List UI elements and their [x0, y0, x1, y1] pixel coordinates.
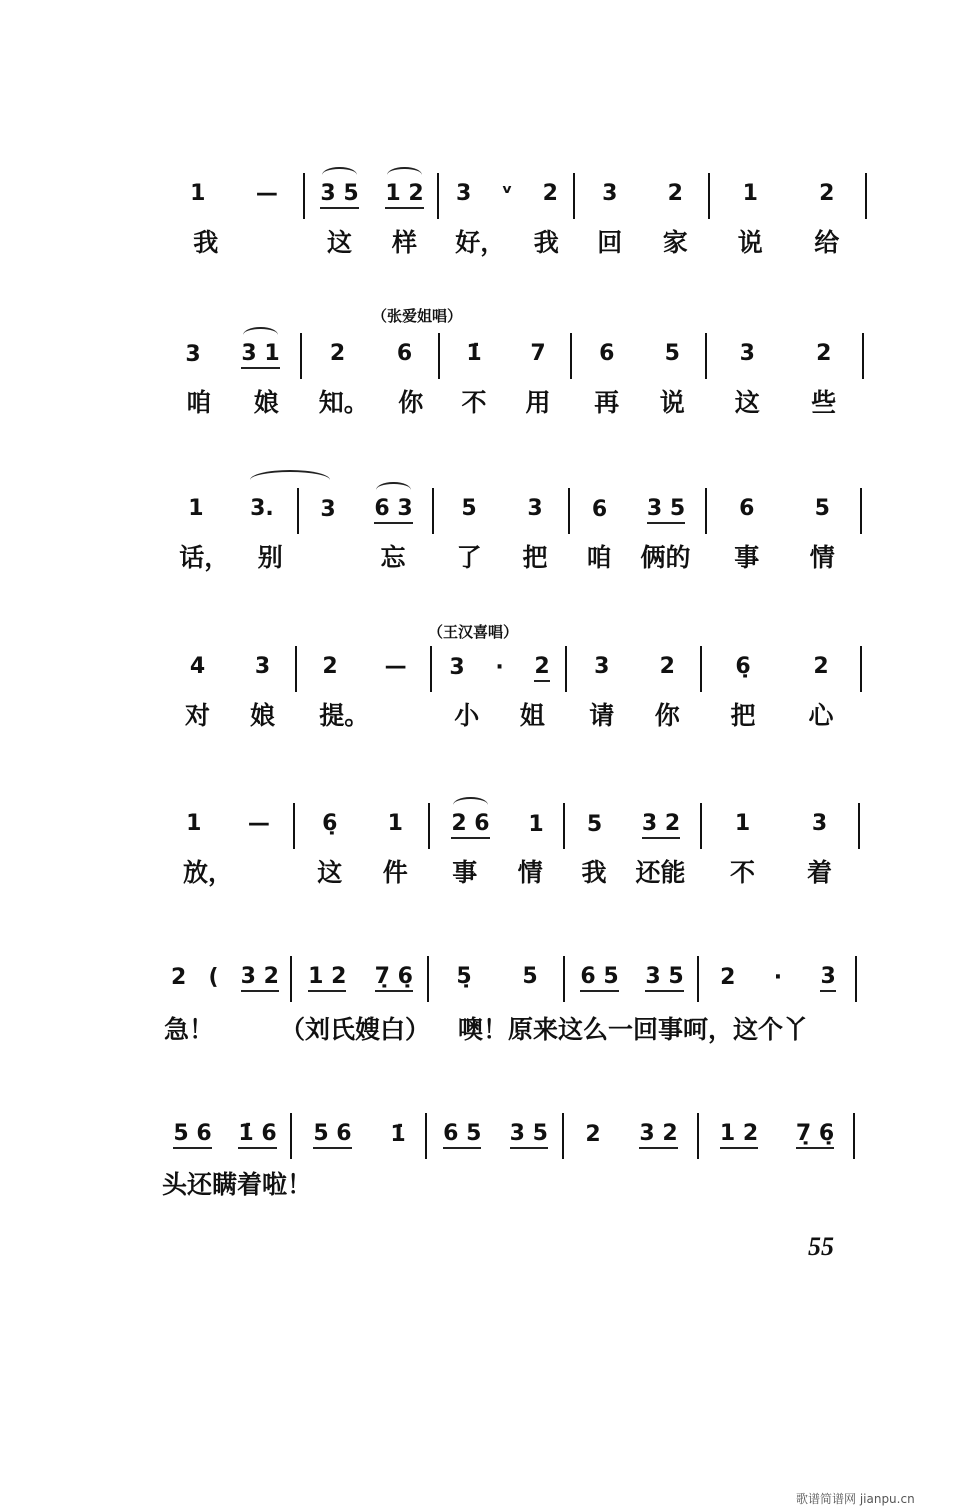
lyrics: [567, 853, 700, 889]
barline: [708, 173, 710, 219]
lyrics: [436, 538, 568, 574]
notes: [165, 341, 300, 369]
lyric: 给: [814, 228, 840, 257]
note: 1: [528, 812, 544, 837]
notes: [297, 811, 428, 837]
note: 5 6: [313, 1121, 351, 1149]
notes: [304, 341, 438, 367]
lyrics: [574, 383, 705, 419]
note: 3: [254, 654, 271, 679]
barline: [860, 488, 862, 534]
spoken-line-end: 头还瞒着啦！: [162, 1170, 313, 1199]
note: 3: [456, 181, 472, 206]
barline: [300, 333, 302, 379]
note: 2: [659, 654, 675, 679]
notes: [701, 1121, 853, 1149]
barline: [563, 956, 565, 1002]
lyrics: [712, 223, 865, 259]
notes: [574, 341, 705, 367]
note: 3.: [250, 496, 274, 521]
note: 3 2: [639, 1121, 677, 1149]
lyrics: [442, 383, 570, 419]
lyrics: [307, 223, 437, 259]
note: 3 2: [241, 964, 279, 992]
note: ᵛ: [501, 181, 513, 206]
note: 2: [171, 965, 187, 990]
lyric: 咱: [186, 388, 212, 417]
note: 6 5: [580, 964, 618, 992]
note: 1̇: [466, 341, 482, 366]
barline: [293, 803, 295, 849]
lyric: 件: [382, 858, 408, 887]
note: 6: [591, 497, 608, 522]
notes: [566, 1121, 697, 1149]
lyric: 着: [806, 858, 832, 887]
lyrics: [165, 538, 297, 574]
lyric: 再: [594, 388, 620, 417]
notes: [294, 964, 427, 992]
note: 3: [449, 655, 465, 680]
notes: [567, 964, 697, 992]
note: 3: [820, 964, 835, 992]
barline: [295, 646, 297, 692]
note: 3 5: [320, 181, 358, 209]
notes: [432, 811, 563, 839]
lyric: 我: [533, 228, 559, 257]
barline: [437, 173, 439, 219]
barline: [425, 1113, 427, 1159]
note: —: [255, 181, 278, 206]
lyric: 这: [317, 858, 343, 887]
note: 1: [186, 811, 202, 836]
note: 1: [734, 811, 751, 836]
note: —: [247, 811, 270, 836]
note: 4: [189, 654, 206, 679]
note: 3: [527, 496, 543, 521]
note: 6: [396, 341, 413, 366]
lyric: 放，: [182, 858, 233, 887]
lyrics: [301, 538, 432, 574]
lyric: 说: [737, 228, 763, 257]
note: 3: [811, 811, 828, 836]
lyric: 情: [809, 543, 835, 572]
notes: [436, 496, 568, 522]
barline: [705, 333, 707, 379]
lyric: 了: [456, 543, 482, 572]
lyric: 别: [257, 543, 283, 572]
notes: [160, 964, 290, 992]
lyrics: [569, 696, 700, 732]
lyric: 话，: [179, 543, 230, 572]
lyric: 样: [391, 228, 417, 257]
lyrics: [577, 223, 708, 259]
notes: [704, 811, 858, 837]
notes: [577, 181, 708, 207]
notes: [572, 496, 705, 524]
note: 1: [190, 181, 206, 206]
lyric: 把: [730, 701, 756, 730]
note: 7: [530, 341, 546, 366]
page-number: 55: [808, 1232, 834, 1261]
lyrics: [299, 696, 430, 732]
lyric: 回: [597, 228, 623, 257]
barline: [432, 488, 434, 534]
note: 2: [813, 654, 829, 679]
note: 3: [185, 342, 201, 367]
lyrics: [704, 853, 858, 889]
lyrics: [297, 853, 428, 889]
barline: [853, 1113, 855, 1159]
barline: [568, 488, 570, 534]
lyric: 事: [734, 543, 760, 572]
notes: [429, 1121, 562, 1149]
note: 3: [320, 497, 336, 522]
notes: [431, 964, 563, 990]
note: 2 6: [451, 811, 489, 839]
lyric: 说: [659, 388, 685, 417]
barline: [570, 333, 572, 379]
watermark: 歌谱简谱网 jianpu.cn: [796, 1492, 915, 1506]
note: 5̣: [456, 964, 472, 989]
notes: [442, 341, 570, 367]
note: 2: [720, 965, 736, 990]
barline: [697, 1113, 699, 1159]
lyric: 家: [662, 228, 688, 257]
lyric: 娘: [253, 388, 279, 417]
lyric: 你: [398, 388, 424, 417]
lyric: 些: [811, 388, 837, 417]
note: 3: [594, 654, 610, 679]
note: 5: [586, 812, 603, 837]
barline: [700, 646, 702, 692]
note: 1: [742, 181, 758, 206]
barline: [290, 956, 292, 1002]
lyrics: [434, 696, 565, 732]
notes: [704, 654, 860, 680]
lyric: 把: [522, 543, 548, 572]
note: 3 5: [510, 1121, 548, 1149]
note: ·: [495, 655, 504, 680]
note: 5: [522, 964, 538, 989]
barline: [565, 646, 567, 692]
note: 1 2: [308, 964, 346, 992]
note: 2: [585, 1122, 601, 1147]
note: 1 2: [385, 181, 423, 209]
note: 7̣ 6̣: [796, 1121, 834, 1149]
barline: [297, 488, 299, 534]
barline: [860, 646, 862, 692]
barline: [430, 646, 432, 692]
lyric: 这: [734, 388, 760, 417]
note: 6 5: [443, 1121, 481, 1149]
lyrics: [432, 853, 563, 889]
note: —: [384, 654, 407, 679]
notes: [709, 496, 860, 522]
lyrics: [163, 853, 293, 889]
lyrics: [704, 696, 860, 732]
lyrics: [441, 223, 573, 259]
notes: [701, 964, 855, 992]
note: 2: [542, 181, 558, 206]
note: 2: [816, 341, 832, 366]
lyric: 用: [525, 388, 551, 417]
barline: [303, 173, 305, 219]
lyric: 知。: [318, 388, 369, 417]
barline: [428, 803, 430, 849]
notes: [165, 181, 303, 207]
lyric: 我: [193, 228, 219, 257]
note: 5: [461, 496, 477, 521]
note: 3 5: [645, 964, 683, 992]
note: 1 2: [720, 1121, 758, 1149]
lyric-line6-start: 急！: [164, 1015, 215, 1044]
lyric: 娘: [249, 701, 275, 730]
note: 3: [739, 341, 755, 366]
singer-annotation-wang: （王汉喜唱）: [428, 623, 519, 641]
note: 1: [188, 496, 204, 521]
notes: [160, 1121, 290, 1149]
lyric: 还能: [635, 858, 686, 887]
lyrics: [709, 538, 860, 574]
lyric: 咱: [586, 543, 612, 572]
barline: [290, 1113, 292, 1159]
barline: [700, 803, 702, 849]
lyrics: [165, 383, 300, 419]
notes: [299, 654, 430, 680]
notes: [712, 181, 865, 207]
notes: [165, 654, 295, 680]
barline: [858, 803, 860, 849]
note: 3 2: [642, 811, 680, 839]
notes: [434, 654, 565, 682]
lyric: 不: [461, 388, 487, 417]
lyric: 不: [729, 858, 755, 887]
notes: [301, 496, 432, 524]
notes: [567, 811, 700, 839]
lyrics: [304, 383, 438, 419]
barline: [427, 956, 429, 1002]
singer-annotation-zhang: （张爱姐唱）: [372, 307, 463, 325]
notes: [165, 496, 297, 522]
lyric: 你: [654, 701, 680, 730]
lyric: 好，: [455, 228, 506, 257]
note: (: [208, 965, 219, 990]
lyric: 忘: [380, 543, 406, 572]
notes: [163, 811, 293, 837]
note: 2: [667, 181, 683, 206]
barline: [855, 956, 857, 1002]
note: 1̇ 6: [238, 1121, 276, 1149]
barline: [705, 488, 707, 534]
note: 6̣: [735, 654, 751, 679]
note: 2: [819, 181, 835, 206]
lyrics: [709, 383, 862, 419]
barline: [697, 956, 699, 1002]
note: 5 6: [173, 1121, 211, 1149]
note: ·: [773, 965, 783, 990]
lyric: 小: [454, 701, 480, 730]
lyric: 请: [589, 701, 615, 730]
barline: [438, 333, 440, 379]
lyric: 姐: [519, 701, 545, 730]
barline: [573, 173, 575, 219]
notes: [569, 654, 700, 680]
note: 5: [814, 496, 830, 521]
lyric: 情: [517, 858, 543, 887]
lyric: 心: [808, 701, 834, 730]
lyric: 这: [326, 228, 352, 257]
note: 3 5: [647, 496, 685, 524]
note: 7̣ 6̣: [375, 964, 413, 992]
barline: [862, 333, 864, 379]
lyrics: [165, 223, 303, 259]
barline: [562, 1113, 564, 1159]
note: 3 1: [241, 341, 279, 369]
lyrics: [572, 538, 705, 574]
notes: [294, 1121, 425, 1149]
notes: [307, 181, 437, 209]
note: 1̇: [390, 1122, 406, 1147]
lyric: 我: [581, 858, 607, 887]
note: 2: [322, 654, 338, 679]
note: 2: [534, 654, 549, 682]
spoken-line: 噢！原来这么一回事呵，这个丫: [458, 1015, 809, 1044]
note: 6: [739, 496, 755, 521]
note: 6̣: [322, 811, 338, 836]
phrase-slur: [250, 470, 330, 490]
notes: [441, 181, 573, 207]
notes: [709, 341, 862, 367]
lyric: 提。: [319, 701, 370, 730]
lyric: 对: [184, 701, 210, 730]
note: 2: [329, 341, 346, 366]
note: 3: [602, 181, 618, 206]
barline: [865, 173, 867, 219]
lyric: 俩的: [640, 543, 691, 572]
barline: [563, 803, 565, 849]
note: 1: [387, 811, 403, 836]
spoken-cue: （刘氏嫂白）: [280, 1015, 431, 1044]
note: 5: [664, 341, 680, 366]
note: 6: [599, 341, 615, 366]
lyrics: [165, 696, 295, 732]
lyric: 事: [452, 858, 478, 887]
note: 6 3: [374, 496, 412, 524]
